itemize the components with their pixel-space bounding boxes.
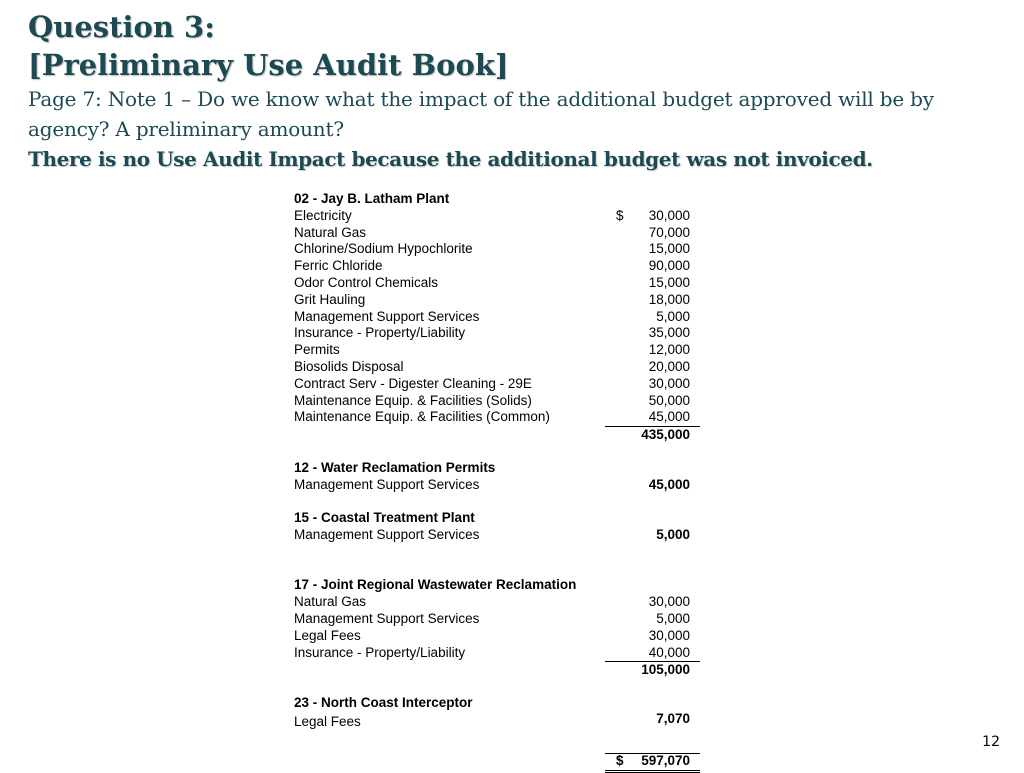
table-row: Management Support Services 5,000	[294, 308, 690, 324]
answer-text: There is no Use Audit Impact because the additional budget was not invoiced.	[28, 147, 873, 171]
table-row: Insurance - Property/Liability 35,000	[294, 325, 690, 341]
table-row: Legal Fees 30,000	[294, 627, 690, 643]
table-row: Maintenance Equip. & Facilities (Common) 45,000	[294, 409, 690, 425]
currency-symbol: $	[616, 207, 624, 223]
subtotal-row	[294, 661, 704, 678]
table-row: Chlorine/Sodium Hypochlorite 15,000	[294, 241, 690, 257]
page-number: 12	[982, 734, 1000, 750]
table-row: Legal Fees 7,070	[294, 710, 690, 729]
slide-title-line1: Question 3:	[28, 10, 215, 44]
table-row: Biosolids Disposal 20,000	[294, 358, 690, 374]
budget-table	[294, 191, 704, 769]
table-row: Electricity $ 30,000	[294, 207, 690, 223]
table-row: Maintenance Equip. & Facilities (Solids) 50,000	[294, 392, 690, 408]
section-title: 23 - North Coast Interceptor	[294, 694, 473, 710]
subtotal-value: 435,000	[605, 426, 700, 444]
subtotal-row	[294, 426, 704, 443]
grand-total-row	[294, 753, 704, 770]
table-row: Management Support Services 45,000	[294, 476, 690, 492]
currency-symbol: $	[616, 752, 624, 768]
table-row: Odor Control Chemicals 15,000	[294, 274, 690, 290]
section-title: 15 - Coastal Treatment Plant	[294, 510, 475, 526]
table-row: Insurance - Property/Liability 40,000	[294, 644, 690, 660]
table-row: Natural Gas 70,000	[294, 224, 690, 240]
grand-total-value: 597,070	[641, 752, 690, 768]
question-text: Page 7: Note 1 – Do we know what the impact of the additional budget approved will be by agency? A preliminary amount?	[28, 87, 934, 141]
table-row: Grit Hauling 18,000	[294, 291, 690, 307]
table-row: Natural Gas 30,000	[294, 594, 690, 610]
subtotal-value: 105,000	[605, 661, 700, 679]
slide-title-line2: [Preliminary Use Audit Book]	[28, 48, 509, 82]
section-title: 17 - Joint Regional Wastewater Reclamation	[294, 577, 577, 593]
table-row: Permits 12,000	[294, 342, 690, 358]
section-title: 12 - Water Reclamation Permits	[294, 459, 496, 475]
section-title: 02 - Jay B. Latham Plant	[294, 191, 450, 206]
table-row: Management Support Services 5,000	[294, 610, 690, 626]
table-row: Ferric Chloride 90,000	[294, 258, 690, 274]
slide-header	[28, 8, 1018, 174]
table-row: Management Support Services 5,000	[294, 526, 690, 542]
table-row: Contract Serv - Digester Cleaning - 29E 30,000	[294, 375, 690, 391]
